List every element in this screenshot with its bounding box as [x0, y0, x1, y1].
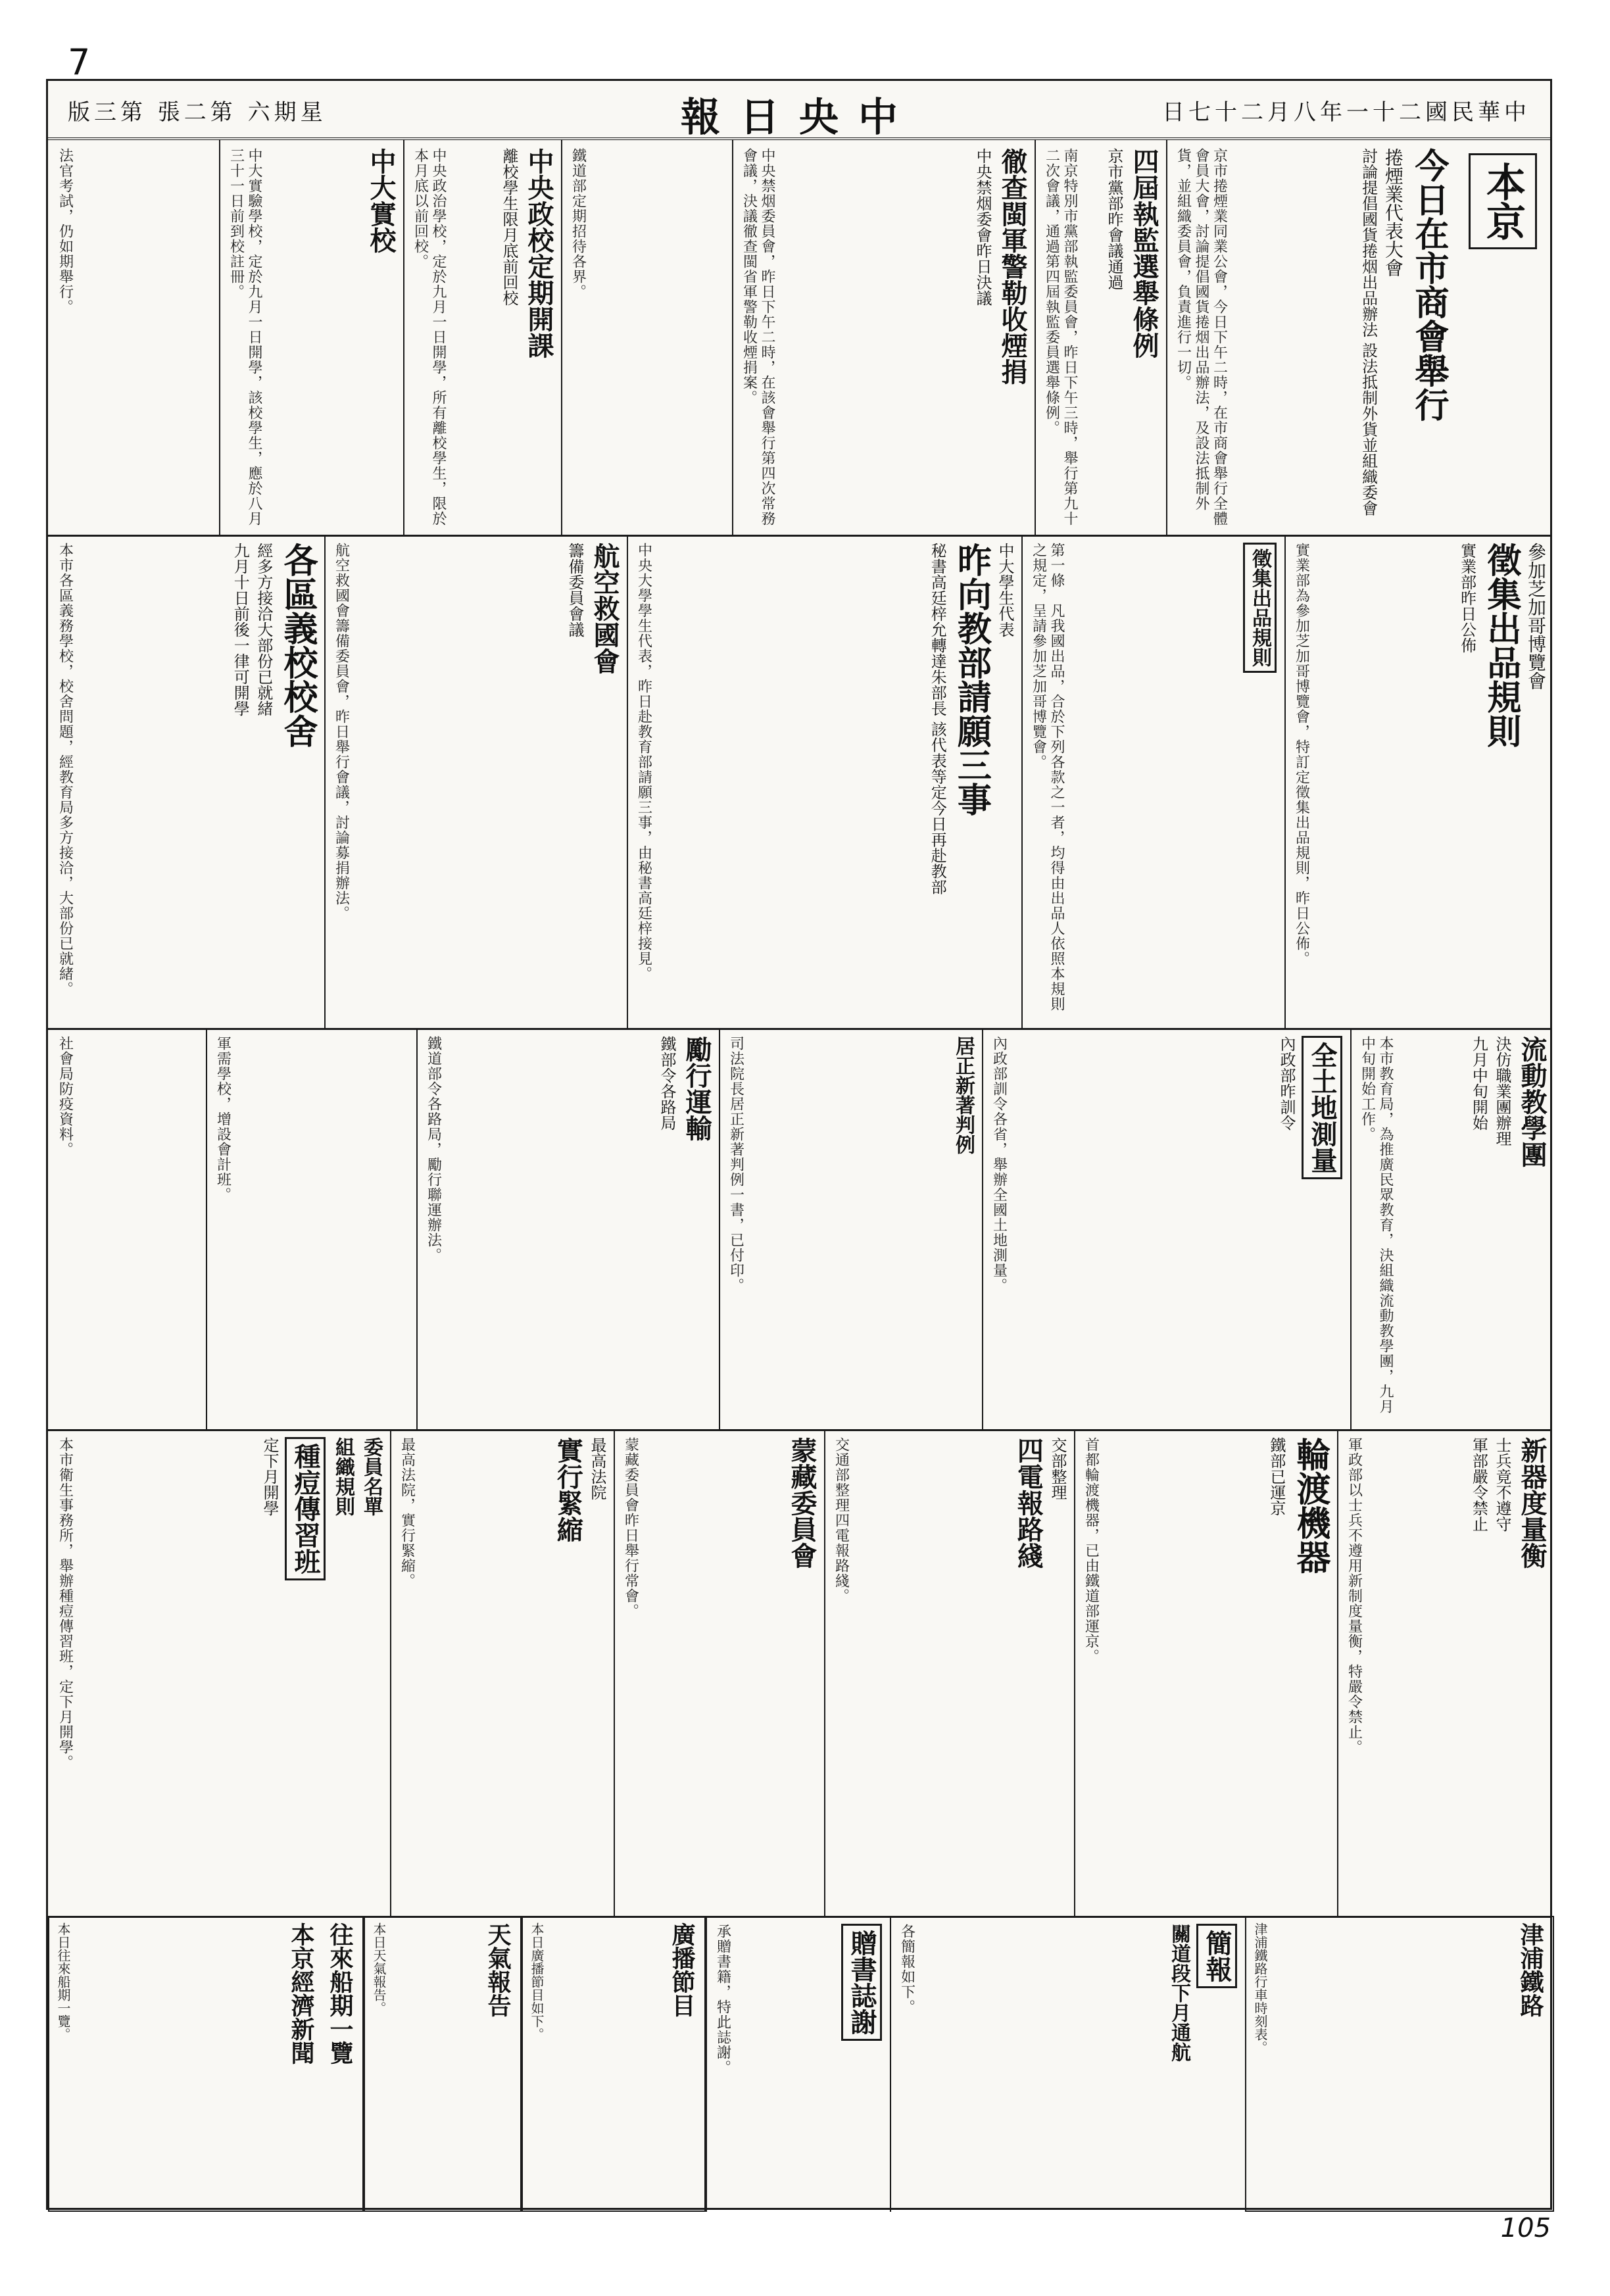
article-exhibition-rules — [1284, 535, 1554, 1028]
subheadline: 軍部嚴令禁止 — [1469, 1437, 1488, 1532]
subheadline: 內政部昨訓令 — [1277, 1036, 1296, 1131]
article-body: 司法院長居正新著判例一書，已付印。 — [727, 1036, 744, 1293]
subheadline: 九月中旬開始 — [1469, 1036, 1488, 1131]
headline: 徵集出品規則 — [1480, 543, 1521, 748]
subheadline: 鐵部已運京 — [1267, 1437, 1286, 1516]
table-body: 本日廣播節目如下。 — [529, 1922, 545, 2041]
subheadline: 實業部昨日公佈 — [1457, 543, 1476, 653]
page-folio-mark: 105 — [1500, 2213, 1551, 2243]
headline: 全土地測量 — [1302, 1036, 1342, 1179]
article-body: 各簡報如下。 — [898, 1924, 915, 2015]
masthead — [48, 81, 1550, 140]
subheadline: 定下月開學 — [260, 1437, 279, 1516]
table-title: 往來船期一覽 — [326, 1922, 354, 2064]
headline: 中央政校定期開課 — [524, 148, 554, 358]
table-title: 津浦鐵路 — [1517, 1922, 1544, 2017]
table-title: 天氣報告 — [484, 1922, 512, 2017]
article-body: 中央禁烟委員會，昨日下午二時，在該會舉行第四次常務會議，決議徹查閩省軍警勒收煙捐案。 — [741, 148, 775, 526]
article-body: 本市各區義務學校，校舍問題，經教育局多方接洽，大部份已就緒。 — [57, 543, 74, 996]
subheadline: 交部整理 — [1048, 1437, 1067, 1500]
article-body: 航空救國會籌備委員會，昨日舉行會議，討論募捐辦法。 — [333, 543, 350, 921]
headline: 今日在市商會舉行 — [1409, 148, 1449, 422]
subheadline: 秘書高廷梓允轉達朱部長 該代表等定今日再赴教部 — [928, 543, 947, 895]
page-number: 7 — [68, 41, 91, 83]
article-compulsory-schools — [48, 535, 324, 1028]
article-political-school — [403, 140, 561, 535]
article-misc — [48, 140, 219, 535]
subheadline: 士兵竟不遵守 — [1493, 1437, 1511, 1532]
headline: 實行緊縮 — [552, 1437, 584, 1542]
article-body: 鐵道部定期招待各界。 — [570, 148, 587, 299]
article-misc — [561, 140, 732, 535]
headline: 簡報 — [1196, 1924, 1237, 1988]
headline: 關道段下月通航 — [1167, 1924, 1190, 2062]
article-body: 法官考試，仍如期舉行。 — [57, 148, 74, 314]
subheadline: 九月十日前後一律可開學 — [231, 543, 250, 716]
table-body: 津浦鐵路行車時刻表。 — [1252, 1922, 1268, 2054]
article-body: 第一條 凡我國出品，合於下列各款之一者，均得由出品人依照本規則之規定，呈請參加芝加哥博覽會。 — [1030, 543, 1065, 1012]
subheadline: 籌備委員會議 — [566, 543, 584, 637]
headline: 流動教學團 — [1517, 1036, 1548, 1167]
article-body: 最高法院，實行緊縮。 — [399, 1437, 416, 1588]
broadcast-schedule — [522, 1916, 706, 2212]
headline: 徹查閩軍警勒收煙捐 — [997, 148, 1028, 385]
weather-report — [364, 1916, 522, 2212]
subheadline: 離校學生限月底前回校 — [500, 148, 518, 306]
headline: 中大實校 — [366, 148, 397, 253]
masthead-date: 日七十二月八年一十二國民華中 — [1162, 99, 1530, 126]
article-misc — [48, 1028, 206, 1429]
masthead-edition-info: 版三第 張二第 六期星 — [68, 99, 327, 126]
subheadline: 鐵部令各路局 — [658, 1036, 676, 1131]
article-transport — [416, 1028, 719, 1429]
article-book-thanks — [706, 1916, 890, 2212]
headline: 四屆執監選舉條例 — [1129, 148, 1159, 358]
subheadline: 參加芝加哥博覽會 — [1525, 543, 1547, 690]
article-body: 南京特別市黨部執監委員會，昨日下午三時，舉行第九十二次會議，通過第四屆執監委員選舉條例。 — [1043, 148, 1078, 526]
table-body: 本日往來船期一覽。 — [55, 1922, 71, 2041]
article-aviation-association — [324, 535, 627, 1028]
section-label-local-news: 本京 — [1469, 153, 1537, 249]
article-body: 京市捲煙業同業公會，今日下午二時，在市商會舉行全體會員大會，討論提倡國貨捲烟出品辦法，及設法抵制外貨，並組織委員會，負責進行一切。 — [1175, 148, 1228, 526]
headline: 各區義校校舍 — [278, 543, 318, 748]
headline: 蒙藏委員會 — [787, 1437, 817, 1569]
headline: 四電報路綫 — [1013, 1437, 1044, 1569]
article-body: 交通部整理四電報路綫。 — [833, 1437, 850, 1603]
article-land-survey — [982, 1028, 1350, 1429]
table-body: 本日天氣報告。 — [371, 1922, 387, 2015]
subheadline: 捲煙業代表大會 — [1382, 148, 1404, 277]
subheadline: 中央禁烟委會昨日決議 — [973, 148, 992, 306]
article-body: 中大實驗學校，定於九月一日開學，該校學生，應於八月三十一日前到校註冊。 — [228, 148, 262, 526]
subheadline: 中大學生代表 — [996, 543, 1014, 637]
headline: 徵集出品規則 — [1243, 543, 1277, 673]
subheadline: 最高法院 — [588, 1437, 606, 1500]
article-ferry-machinery — [1074, 1429, 1337, 1916]
headline: 新器度量衡 — [1517, 1437, 1548, 1569]
table-title: 本京經濟新聞 — [287, 1922, 315, 2064]
headline: 輪渡機器 — [1290, 1437, 1330, 1574]
table-title: 廣播節目 — [668, 1922, 696, 2017]
article-body: 中央大學學生代表，昨日赴教育部請願三事，由秘書高廷梓接見。 — [635, 543, 652, 981]
article-telegraph-lines — [824, 1429, 1074, 1916]
article-precedents-book — [719, 1028, 982, 1429]
article-body: 首都輪渡機器，已由鐵道部運京。 — [1083, 1437, 1100, 1664]
article-body: 實業部為參加芝加哥博覽會，特訂定徵集出品規則，昨日公佈。 — [1293, 543, 1310, 966]
headline: 居正新著判例 — [952, 1036, 975, 1154]
article-supreme-court — [390, 1429, 614, 1916]
article-mobile-teaching — [1350, 1028, 1554, 1429]
headline: 組織規則 — [331, 1437, 354, 1516]
article-body: 本市教育局，為推廣民眾教育，決組織流動教學團，九月中旬開始工作。 — [1359, 1036, 1394, 1414]
article-experimental-school — [219, 140, 403, 535]
headline: 勵行運輸 — [681, 1036, 712, 1141]
article-vaccination-class — [48, 1429, 390, 1916]
railway-timetable — [1245, 1916, 1554, 2212]
article-body: 內政部訓令各省，舉辦全國土地測量。 — [990, 1036, 1008, 1293]
article-party-election — [1035, 140, 1166, 535]
subheadline: 決仿職業團辦理 — [1493, 1036, 1511, 1146]
shipping-schedule — [48, 1916, 364, 2212]
article-body: 軍政部以士兵不遵用新制度量衡，特嚴令禁止。 — [1346, 1437, 1363, 1755]
headline: 贈書誌謝 — [841, 1924, 882, 2041]
page-columns — [48, 140, 1550, 2208]
article-brief-news — [890, 1916, 1245, 2212]
headline: 委員名單 — [360, 1437, 383, 1516]
article-student-petition — [627, 535, 1021, 1028]
article-cigarette-industry — [1166, 140, 1455, 535]
headline: 種痘傳習班 — [285, 1437, 326, 1580]
headline: 昨向教部請願三事 — [951, 543, 992, 816]
article-body: 鐵道部令各路局，勵行聯運辦法。 — [425, 1036, 442, 1263]
article-exhibition-rules-cont — [1021, 535, 1284, 1028]
article-body: 本市衛生事務所，舉辦種痘傳習班，定下月開學。 — [57, 1437, 74, 1770]
article-body: 蒙藏委員會昨日舉行常會。 — [622, 1437, 639, 1619]
article-body: 承贈書籍，特此誌謝。 — [714, 1924, 731, 2075]
newspaper-page — [46, 41, 1552, 2210]
article-weights-measures — [1337, 1429, 1554, 1916]
article-body: 社會局防疫資料。 — [57, 1036, 74, 1157]
article-mongolian-tibetan — [614, 1429, 824, 1916]
headline: 航空救國會 — [589, 543, 620, 674]
subheadline: 京市黨部昨會議通過 — [1105, 148, 1123, 290]
article-body: 中央政治學校，定於九月一日開學，所有離校學生，限於本月底以前回校。 — [412, 148, 447, 526]
subheadline: 經多方接洽大部份已就緒 — [254, 543, 273, 716]
article-body: 軍需學校，增設會計班。 — [214, 1036, 232, 1202]
article-misc — [206, 1028, 416, 1429]
masthead-title: 報日央中 — [681, 95, 917, 141]
article-opium-tax — [732, 140, 1035, 535]
subheadline: 討論提倡國貨捲烟出品辦法 設法抵制外貨並組織委會 — [1359, 148, 1378, 516]
